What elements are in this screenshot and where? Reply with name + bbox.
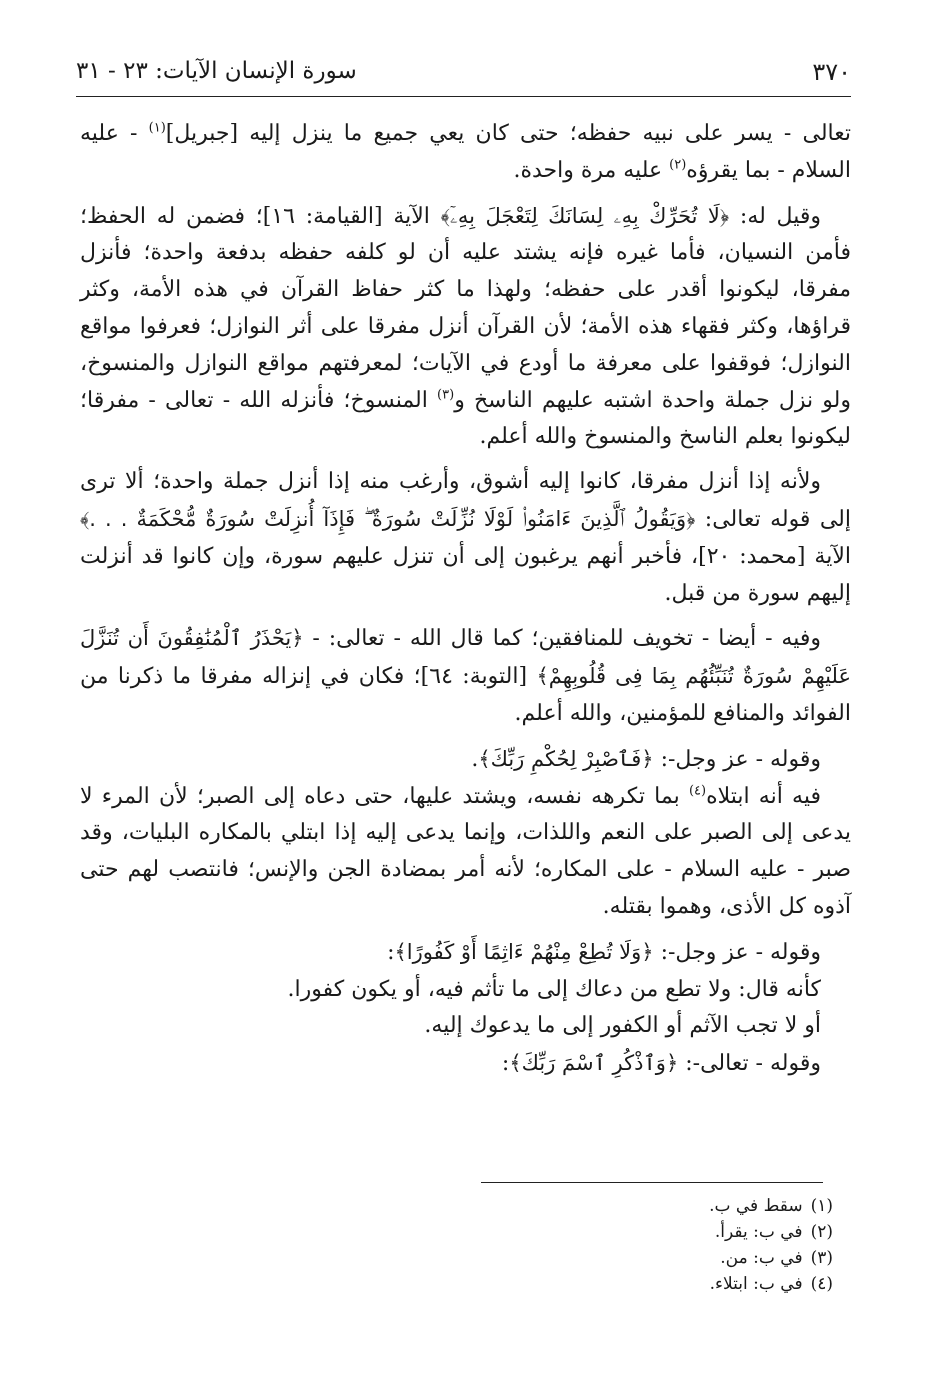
text-run: المنسوخ؛ فأنزله الله - تعالى - مفرقا؛ ليكونوا بعلم الناسخ والمنسوخ والله أعلم. <box>80 387 851 450</box>
footnote-divider <box>481 1182 823 1183</box>
text-run: الآية [القيامة: ١٦]؛ فضمن له الحفظ؛ فأمن النسيان، فأما غيره فإنه يشتد عليه أن لو كلفه حفظه بدفعة واحدة؛ فأنزل مفرقا، ليكونوا أقدر على حفظه؛ ولهذا ما كثر حفاظ القرآن في هذه الأمة، وكثر قراؤها، وكثر فقهاء هذه الأمة؛ لأن القرآن أنزل مفرقا على أثر النوازل؛ فعرفوا مواقع النوازل؛ فوقفوا على معرفة ما أودع في الآيات؛ لمعرفتهم مواقع النوازل والمنسوخ، ولو نزل جملة واحدة اشتبه عليهم الناسخ و <box>80 203 851 413</box>
text-run: وقوله - تعالى-: <box>678 1051 821 1077</box>
text-run: بما تكرهه نفسه، ويشتد عليها، حتى دعاه إلى الصبر؛ لأن المرء لا يدعى إلى الصبر على النعم واللذات، وإنما يدعى إليه إذا ابتلي بالمكاره البليات، وقد صبر - عليه السلام - على المكاره؛ لأنه أمر بمضادة الجن والإنس؛ فانتصب لهم حتى آذوه كل الأذى، وهموا بقتله. <box>80 783 851 919</box>
text-run: : <box>387 939 395 965</box>
paragraph-5 <box>80 741 851 779</box>
quran-verse: ﴿يَحْذَرُ ٱلْمُنَٰفِقُونَ أَن تُنَزَّلَ عَلَيْهِمْ سُورَةٌ تُنَبِّئُهُم بِمَا فِى قُلُوبِهِمْ﴾ <box>80 626 851 689</box>
text-run: فيه أنه ابتلاه <box>706 783 821 809</box>
text-run: . <box>471 746 479 772</box>
quran-verse: ﴿وَيَقُولُ ٱلَّذِينَ ءَامَنُوا۟ لَوْلَا نُزِّلَتْ سُورَةٌ ۖ فَإِذَآ أُنزِلَتْ سُورَةٌ مُّحْكَمَةٌ . . .﴾ <box>80 506 696 531</box>
text-run: وقوله - عز وجل-: <box>653 939 821 965</box>
text-run: عليه مرة واحدة. <box>513 157 670 183</box>
paragraph-1 <box>80 116 851 190</box>
footnote-number: (١) <box>810 1196 833 1216</box>
text-run: [التوبة: ٦٤]؛ فكان في إنزاله مفرقا ما ذكرنا من الفوائد والمنافع للمؤمنين، والله أعلم. <box>80 664 851 726</box>
footnote-text: سقط في ب. <box>709 1196 803 1216</box>
text-run: : <box>501 1051 510 1077</box>
footnote-1 <box>333 1193 833 1219</box>
text-run: وفيه - أيضا - تخويف للمنافقين؛ كما قال الله - تعالى: - <box>303 626 821 652</box>
paragraph-7 <box>80 934 851 972</box>
running-title: سورة الإنسان الآيات: ٢٣ - ٣١ <box>76 58 357 84</box>
quran-verse: ﴿وَٱذْكُرِ ٱسْمَ رَبِّكَ﴾ <box>509 1051 679 1076</box>
footnote-number: (٤) <box>810 1274 833 1294</box>
footnote-3 <box>333 1245 833 1271</box>
quran-verse: ﴿وَلَا تُطِعْ مِنْهُمْ ءَاثِمًا أَوْ كَفُورًا﴾ <box>394 939 654 964</box>
main-text <box>80 116 851 1083</box>
paragraph-10 <box>80 1045 851 1083</box>
footnote-text: في ب: ابتلاء. <box>709 1274 803 1294</box>
footnote-text: في ب: يقرأ. <box>714 1222 803 1242</box>
text-run: ولأنه إذا أنزل مفرقا، كانوا إليه أشوق، وأرغب منه إذا أنزل جملة واحدة؛ ألا ترى إلى قوله تعالى: <box>80 469 851 532</box>
footnote-ref-3: (٣) <box>437 387 455 403</box>
paragraph-4 <box>80 620 851 732</box>
quran-verse: ﴿لَا تُحَرِّكْ بِهِۦ لِسَانَكَ لِتَعْجَلَ بِهِۦٓ﴾ <box>440 203 730 228</box>
page-number: ٣٧٠ <box>812 58 851 86</box>
footnote-ref-4: (٤) <box>688 783 707 799</box>
paragraph-9: أو لا تجب الآثم أو الكفور إلى ما يدعوك إليه. <box>424 1013 821 1039</box>
footnote-number: (٣) <box>810 1248 833 1268</box>
footnote-ref-2: (٢) <box>669 157 687 173</box>
footnote-4 <box>333 1271 833 1297</box>
footnotes <box>333 1193 833 1297</box>
text-run: تعالى - يسر على نبيه حفظه؛ حتى كان يعي جميع ما ينزل إليه [جبريل] <box>165 121 851 146</box>
paragraph-8: كأنه قال: ولا تطع من دعاك إلى ما تأثم فيه، أو يكون كفورا. <box>287 976 821 1002</box>
footnote-number: (٢) <box>810 1222 833 1242</box>
footnote-2 <box>333 1219 833 1245</box>
text-run: الآية [محمد: ٢٠]، فأخبر أنهم يرغبون إلى أن تنزل عليهم سورة، وإن كانوا قد أنزلت إليهم سورة من قبل. <box>80 543 851 606</box>
footnote-text: في ب: من. <box>720 1248 803 1268</box>
paragraph-2 <box>80 198 851 457</box>
paragraph-3 <box>80 464 851 612</box>
footnote-ref-1: (١) <box>148 120 166 136</box>
text-run: وقيل له: <box>729 203 821 229</box>
paragraph-6 <box>80 779 851 926</box>
page-header <box>76 56 851 97</box>
quran-verse: ﴿فَٱصْبِرْ لِحُكْمِ رَبِّكَ﴾ <box>478 746 654 771</box>
text-run: وقوله - عز وجل-: <box>653 746 821 772</box>
text-run: - عليه السلام - بما يقرؤه <box>80 121 851 183</box>
